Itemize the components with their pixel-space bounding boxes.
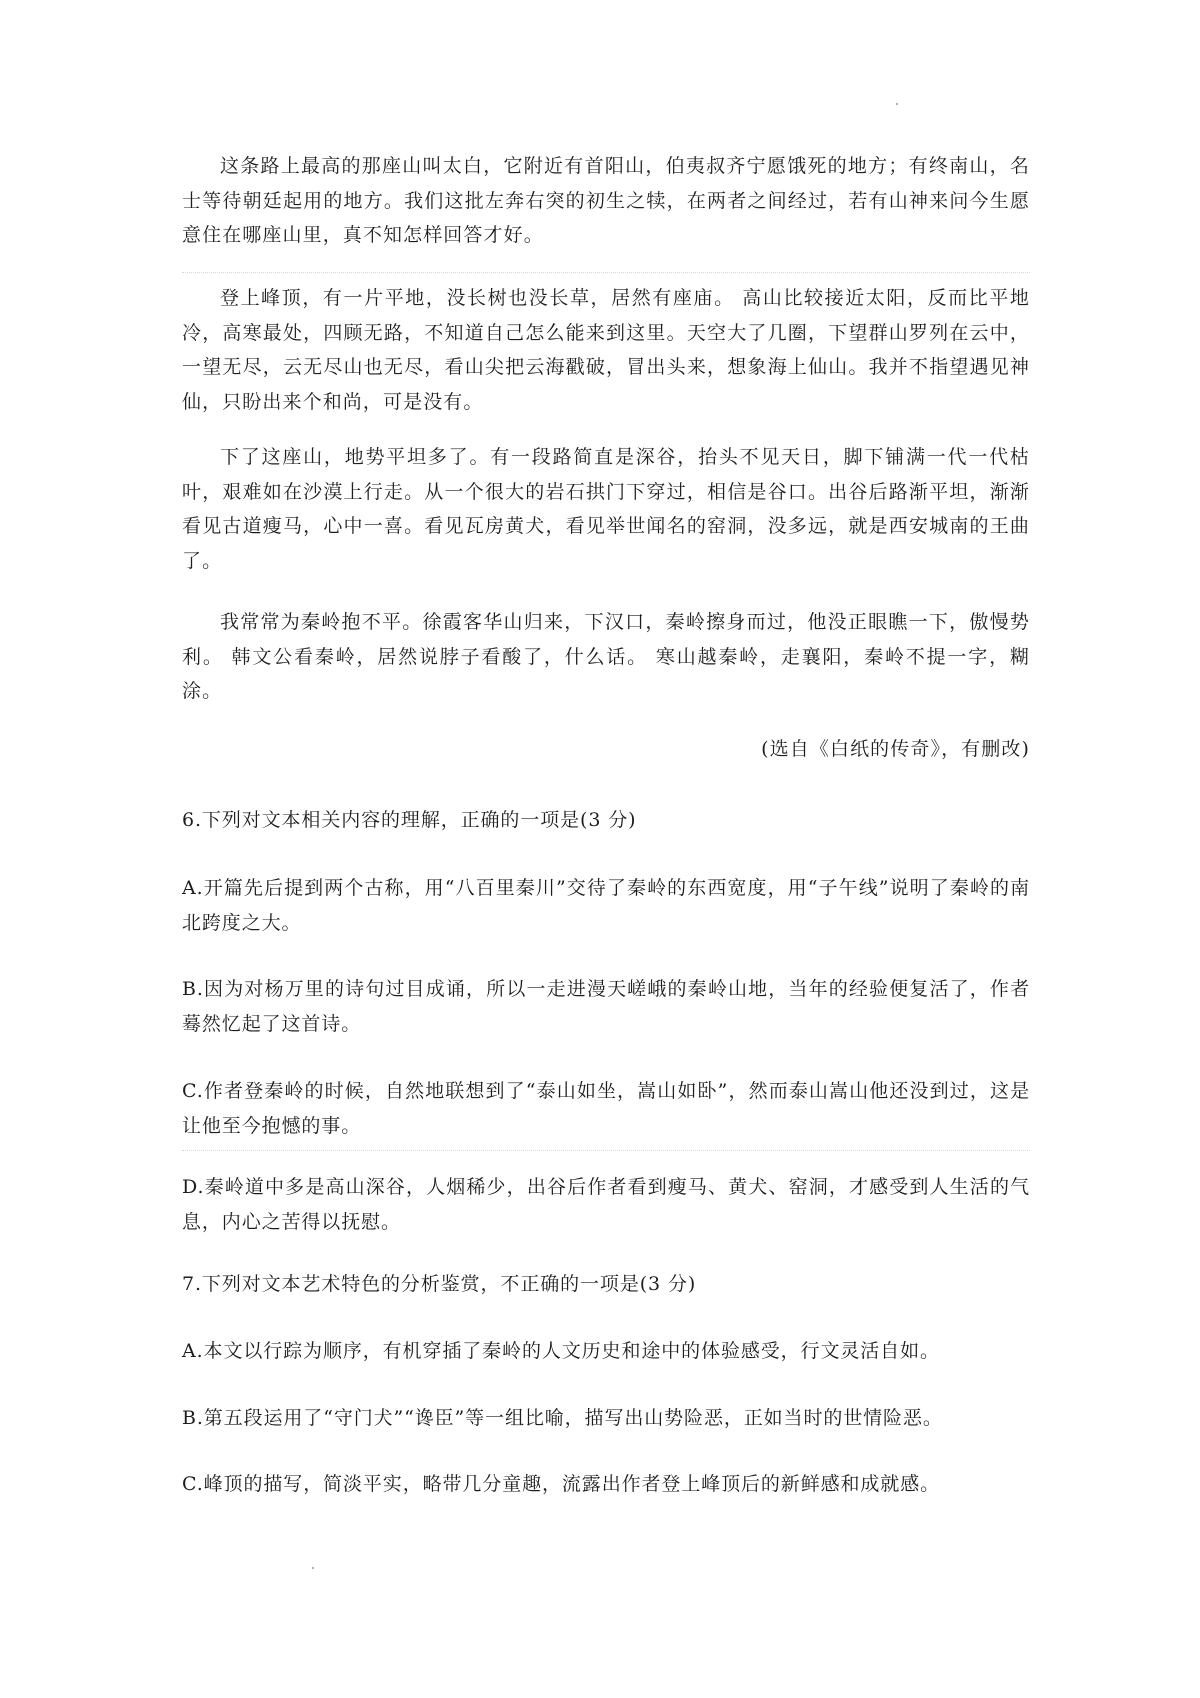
- divider: [182, 1150, 1030, 1151]
- question-6-option-b: B.因为对杨万里的诗句过目成诵，所以一走进漫天嵯峨的秦岭山地，当年的经验便复活了，作者蓦然忆起了这首诗。: [182, 978, 1030, 1035]
- question-6-option-d: D.秦岭道中多是高山深谷，人烟稀少，出谷后作者看到瘦马、黄犬、窑洞，才感受到人生活的气息，内心之苦得以抚慰。: [182, 1176, 1030, 1233]
- question-7-option-c: C.峰顶的描写，简淡平实，略带几分童趣，流露出作者登上峰顶后的新鲜感和成就感。: [182, 1473, 941, 1495]
- passage-paragraph-3: 下了这座山，地势平坦多了。有一段路简直是深谷，抬头不见天日，脚下铺满一代一代枯叶，艰难如在沙漠上行走。从一个很大的岩石拱门下穿过，相信是谷口。出谷后路渐平坦，渐渐看见古道瘦马，心中一喜。看见瓦房黄犬，看见举世闻名的窑洞，没多远，就是西安城南的王曲了。: [182, 446, 1030, 572]
- question-6-stem: 6.下列对文本相关内容的理解，正确的一项是(3 分): [182, 809, 637, 831]
- passage-paragraph-1: 这条路上最高的那座山叫太白，它附近有首阳山，伯夷叔齐宁愿饿死的地方；有终南山，名士等待朝廷起用的地方。我们这批左奔右突的初生之犊，在两者之间经过，若有山神来问今生愿意住在哪座山里，真不知怎样回答才好。: [182, 155, 1030, 246]
- question-7-stem: 7.下列对文本艺术特色的分析鉴赏，不正确的一项是(3 分): [182, 1273, 697, 1295]
- question-7-option-a: A.本文以行踪为顺序，有机穿插了秦岭的人文历史和途中的体验感受，行文灵活自如。: [182, 1340, 940, 1362]
- passage-paragraph-2: 登上峰顶，有一片平地，没长树也没长草，居然有座庙。 高山比较接近太阳，反而比平地冷，高寒最处，四顾无路，不知道自己怎么能来到这里。天空大了几圈，下望群山罗列在云中，一望无尽，云无尽山也无尽，看山尖把云海戳破，冒出头来，想象海上仙山。我并不指望遇见神仙，只盼出来个和尚，可是没有。: [182, 287, 1030, 413]
- passage-paragraph-4: 我常常为秦岭抱不平。徐霞客华山归来，下汉口，秦岭擦身而过，他没正眼瞧一下，傲慢势利。 韩文公看秦岭，居然说脖子看酸了，什么话。 寒山越秦岭，走襄阳，秦岭不提一字，糊涂。: [182, 611, 1030, 702]
- source-citation: (选自《白纸的传奇》，有删改): [761, 738, 1030, 760]
- question-7-option-b: B.第五段运用了“守门犬”“谗臣”等一组比喻，描写出山势险恶，正如当时的世情险恶。: [182, 1407, 943, 1429]
- scan-speck: [312, 1567, 314, 1569]
- question-6-option-a: A.开篇先后提到两个古称，用“八百里秦川”交待了秦岭的东西宽度，用“子午线”说明了秦岭的南北跨度之大。: [182, 877, 1030, 934]
- divider: [182, 272, 1030, 273]
- question-6-option-c: C.作者登秦岭的时候，自然地联想到了“泰山如坐，嵩山如卧”，然而泰山嵩山他还没到过，这是让他至今抱憾的事。: [182, 1080, 1030, 1137]
- scan-speck: [896, 103, 898, 105]
